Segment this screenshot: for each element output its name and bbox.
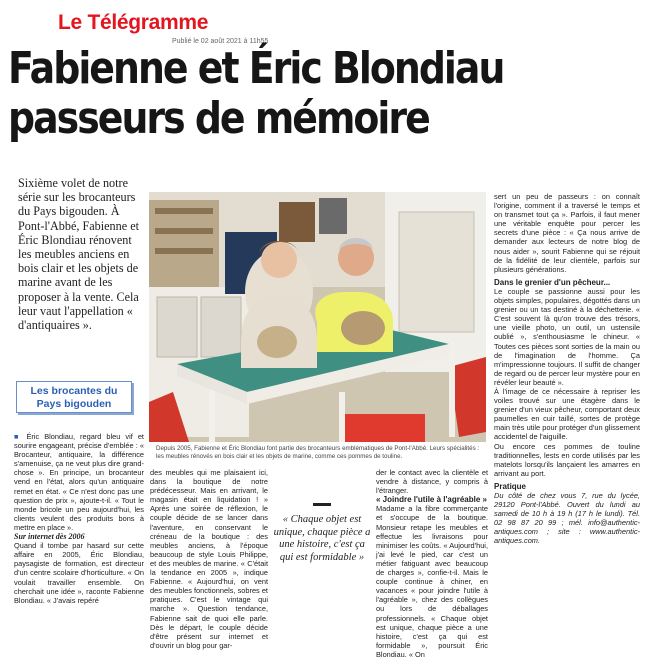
col4-paragraph-4: Ou encore ces pommes de touline traditionnelles, lests en corde utilisés par les matelots lorsqu'ils lançaient les amarres en arrivant au port.: [494, 441, 640, 478]
col3-subhead: « Joindre l'utile à l'agréable »: [376, 495, 487, 505]
col1-subhead: Sur internet dès 2006: [14, 532, 85, 542]
article-headline: [8, 44, 558, 144]
col4-paragraph-1: sert un peu de passeurs : on connaît l'origine, comment il a traversé le temps et on transmet tout ça ». Parfois, il faut mener une véritable enquête pour percer les secrets d'une pièce : « Ça nous arrive de demander aux lecteurs de notre blog de nous aider », sourit Fabienne qui se réjouit de la fidélité de leur clientèle, parfois sur plusieurs générations.: [494, 192, 640, 274]
col4-subhead: Dans le grenier d'un pêcheur...: [494, 277, 611, 287]
col1-paragraph-1: Éric Blondiau, regard bleu vif et sourire engageant, précise d'emblée : « Brocanteur, antiquaire, la différence s'amenuise, ça ne veut plus dire grand-chose ». En principe, un brocanteur vend en l'état, alors qu'un antiquaire remet en état. « Ce n'est donc pas une question de prix », ajoute-t-il. « Tout le monde bricole un peu aujourd'hui, les clients veulent des produits bons à mettre en place ».: [14, 432, 144, 532]
col4-paragraph-2: Le couple se passionne aussi pour les objets simples, populaires, dégottés dans un grenier ou un tas destiné à la déchetterie. « C'est souvent là qu'on trouve des trésors, une vieille photo, un outil, un ustensile oublié », s'enthousiasme le chineur. « Toutes ces pièces sont sorties de la main ou de l'imagination de l'homme. Ça m'impressionne toujours. Il suffit de changer de regard ou de percer leur mystère pour en révéler leur beauté ».: [494, 286, 640, 387]
col2-paragraph: des meubles qui me plaisaient ici, dans la boutique de notre prédécesseur. Mais en arrivant, le magasin était en liquidation ! » Après une soirée de réflexion, le couple décide de se lancer dans l'aventure, en conservant le créneau de la boutique : des meubles anciens, à l'époque beaucoup de style Louis Philippe, et des meubles de marine. « C'était la tendance en 2005 », indique Fabienne. « Aujourd'hui, on vent des meubles fonctionnels, sobres et pratiques. C'est le vintage qui marche ». Question tendance, Fabienne sait de quoi elle parle. Dès le départ, le couple décide d'être présent sur internet et d'ouvrir un blog pour gar-: [150, 468, 268, 650]
series-tag-line-2: Pays bigouden: [36, 398, 112, 410]
pull-quote: « Chaque objet est unique, chaque pièce a une histoire, c'est ça qui est formidable »: [273, 514, 371, 563]
practical-title: Pratique: [494, 481, 527, 491]
quote-divider: [313, 503, 331, 506]
col4-paragraph-3: À l'image de ce nécessaire à repriser les voiles trouvé sur une étagère dans le grenier d'un vieux pêcheur, comportant deux paumelles en cuir taillé, sortes de protège main très utile pour protéger d'un glissement accidentel de l'aiguille.: [494, 386, 640, 442]
headline-line-1: Fabienne et Éric Blondiau: [8, 43, 504, 94]
col3-paragraph-1: der le contact avec la clientèle et vendre à distance, y compris à l'étranger.: [376, 468, 488, 496]
practical-info: Du côté de chez vous 7, rue du lycée, 29120 Pont-l'Abbé. Ouvert du lundi au samedi de 10 h à 19 h (17 h le lundi). Tél. 02 98 87 20 99 ; mél. info@authentic-antiques.com ; site : www.authentic-antiques.com.: [494, 491, 640, 546]
headline-line-2: passeurs de mémoire: [8, 93, 429, 144]
article-lead: Sixième volet de notre série sur les brocanteurs du Pays bigouden. À Pont-l'Abbé, Fabienne et Éric Blondiau rénovent les meubles anciens en bois clair et les objets de marine avant de les proposer à la vente. Cela leur vaut l'appellation « d'antiquaires ».: [18, 176, 140, 333]
shop-photo-illustration: [149, 192, 486, 442]
publication-date: Publié le 02 août 2021 à 11h55: [172, 38, 269, 45]
article-photo: [149, 192, 486, 442]
col3-paragraph-2: Madame a la fibre commerçante et s'occupe de la boutique. Monsieur retape les meubles et effectue les livraisons pour minimiser les coûts. « Aujourd'hui, j'ai levé le pied, car c'est un métier fatiguant avec beaucoup de charges », confie-t-il. Mais le couple continue à chiner, en vacances « pour joindre l'utile à l'agréable », chez des collègues ou lors de déballages professionnels. « Chaque objet est unique, chaque pièce a une histoire, c'est ça qui est formidable », poursuit Éric Blondiau. « On: [376, 504, 488, 659]
photo-caption: Depuis 2005, Fabienne et Éric Blondiau font partie des brocanteurs emblématiques de Pont-l'Abbé. Leurs spécialités : les meubles rénovés en bois clair et les objets de marine, comme ces pommes de touline.: [156, 445, 480, 460]
series-tag: [16, 381, 132, 413]
column-2: [150, 468, 268, 650]
column-3: [376, 468, 488, 659]
bullet-icon: ■: [14, 432, 27, 441]
column-4: [494, 192, 640, 546]
newspaper-brand: Le Télégramme: [58, 11, 209, 34]
column-1: [14, 432, 144, 605]
col1-paragraph-2: Quand il tombe par hasard sur cette affaire en 2005, Éric Blondiau, paysagiste de formation, est directeur d'un centre scolaire d'horticulture. « On voulait travailler ensemble. On cherchait une idée », raconte Fabienne Blondiau. « J'avais repéré: [14, 541, 144, 605]
series-tag-line-1: Les brocantes du: [30, 385, 118, 397]
